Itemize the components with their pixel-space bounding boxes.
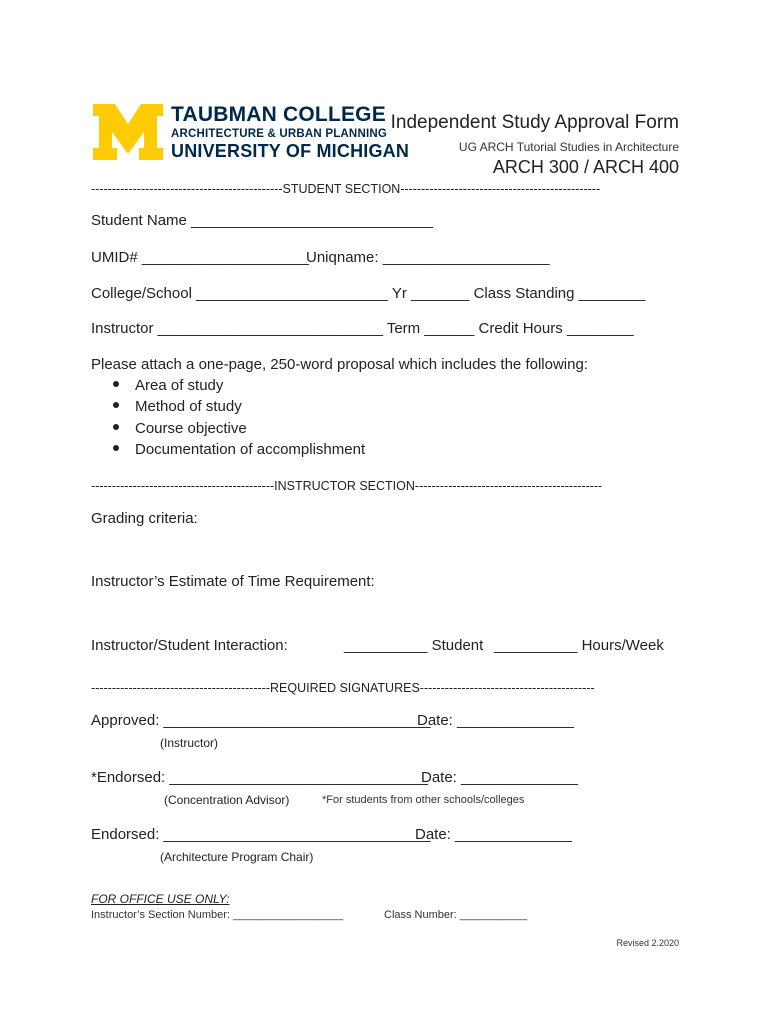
student-name-field[interactable]: Student Name _____________________________ (91, 212, 433, 229)
college-year-standing-fields[interactable]: College/School _______________________ Yr _______ Class Standing ________ (91, 285, 646, 302)
bullet-icon (113, 381, 119, 387)
chair-role-label: (Architecture Program Chair) (160, 850, 314, 864)
approved-date-field[interactable]: Date: ______________ (417, 712, 574, 729)
list-item: Documentation of accomplishment (113, 441, 365, 458)
chair-date-field[interactable]: Date: ______________ (415, 826, 572, 843)
logo-university: UNIVERSITY OF MICHIGAN (171, 141, 410, 161)
bullet-icon (113, 424, 119, 430)
instructor-section-separator: --------------------------------------------INSTRUCTOR SECTION--------------------------------------------- (91, 479, 603, 493)
proposal-instructions: Please attach a one-page, 250-word proposal which includes the following: (91, 356, 588, 373)
instructor-term-credit-fields[interactable]: Instructor ___________________________ Term ______ Credit Hours ________ (91, 320, 634, 337)
uniqname-field[interactable]: Uniqname: ____________________ (306, 249, 550, 266)
revision-date: Revised 2.2020 (616, 938, 679, 948)
logo-college-name: TAUBMAN COLLEGE (171, 103, 386, 126)
bullet-icon (113, 445, 119, 451)
list-item: Area of study (113, 377, 223, 394)
list-item: Course objective (113, 420, 247, 437)
form-title: Independent Study Approval Form (390, 112, 679, 133)
time-estimate-label: Instructor’s Estimate of Time Requirement: (91, 573, 375, 590)
other-schools-note: *For students from other schools/colleges (322, 794, 525, 806)
chair-endorsement-field[interactable]: Endorsed: ________________________________ (91, 826, 431, 843)
bullet-icon (113, 402, 119, 408)
course-numbers: ARCH 300 / ARCH 400 (492, 157, 679, 177)
student-section-separator: ----------------------------------------------STUDENT SECTION------------------------------------------------ (91, 182, 601, 196)
section-number-field[interactable]: Instructor’s Section Number: __________________ (91, 909, 344, 921)
grading-criteria-label: Grading criteria: (91, 510, 198, 527)
class-number-field[interactable]: Class Number: ___________ (384, 909, 528, 921)
concentration-endorsement-field[interactable]: *Endorsed: _______________________________ (91, 769, 428, 786)
signatures-separator: -------------------------------------------REQUIRED SIGNATURES------------------------------------------ (91, 681, 595, 695)
umid-field[interactable]: UMID# ____________________ (91, 249, 309, 266)
concentration-date-field[interactable]: Date: ______________ (421, 769, 578, 786)
approved-signature-field[interactable]: Approved: ________________________________ (91, 712, 431, 729)
hours-per-week-field[interactable]: __________ Hours/Week (494, 637, 664, 654)
advisor-role-label: (Concentration Advisor) (164, 793, 290, 807)
form-subtitle: UG ARCH Tutorial Studies in Architecture (458, 140, 679, 154)
interaction-label: Instructor/Student Interaction: (91, 637, 288, 654)
list-item: Method of study (113, 398, 242, 415)
logo-department: ARCHITECTURE & URBAN PLANNING (171, 128, 387, 140)
student-hours-field[interactable]: __________ Student (344, 637, 484, 654)
office-use-heading: FOR OFFICE USE ONLY: (91, 892, 230, 906)
block-m-icon (93, 104, 163, 160)
instructor-role-label: (Instructor) (160, 736, 219, 750)
